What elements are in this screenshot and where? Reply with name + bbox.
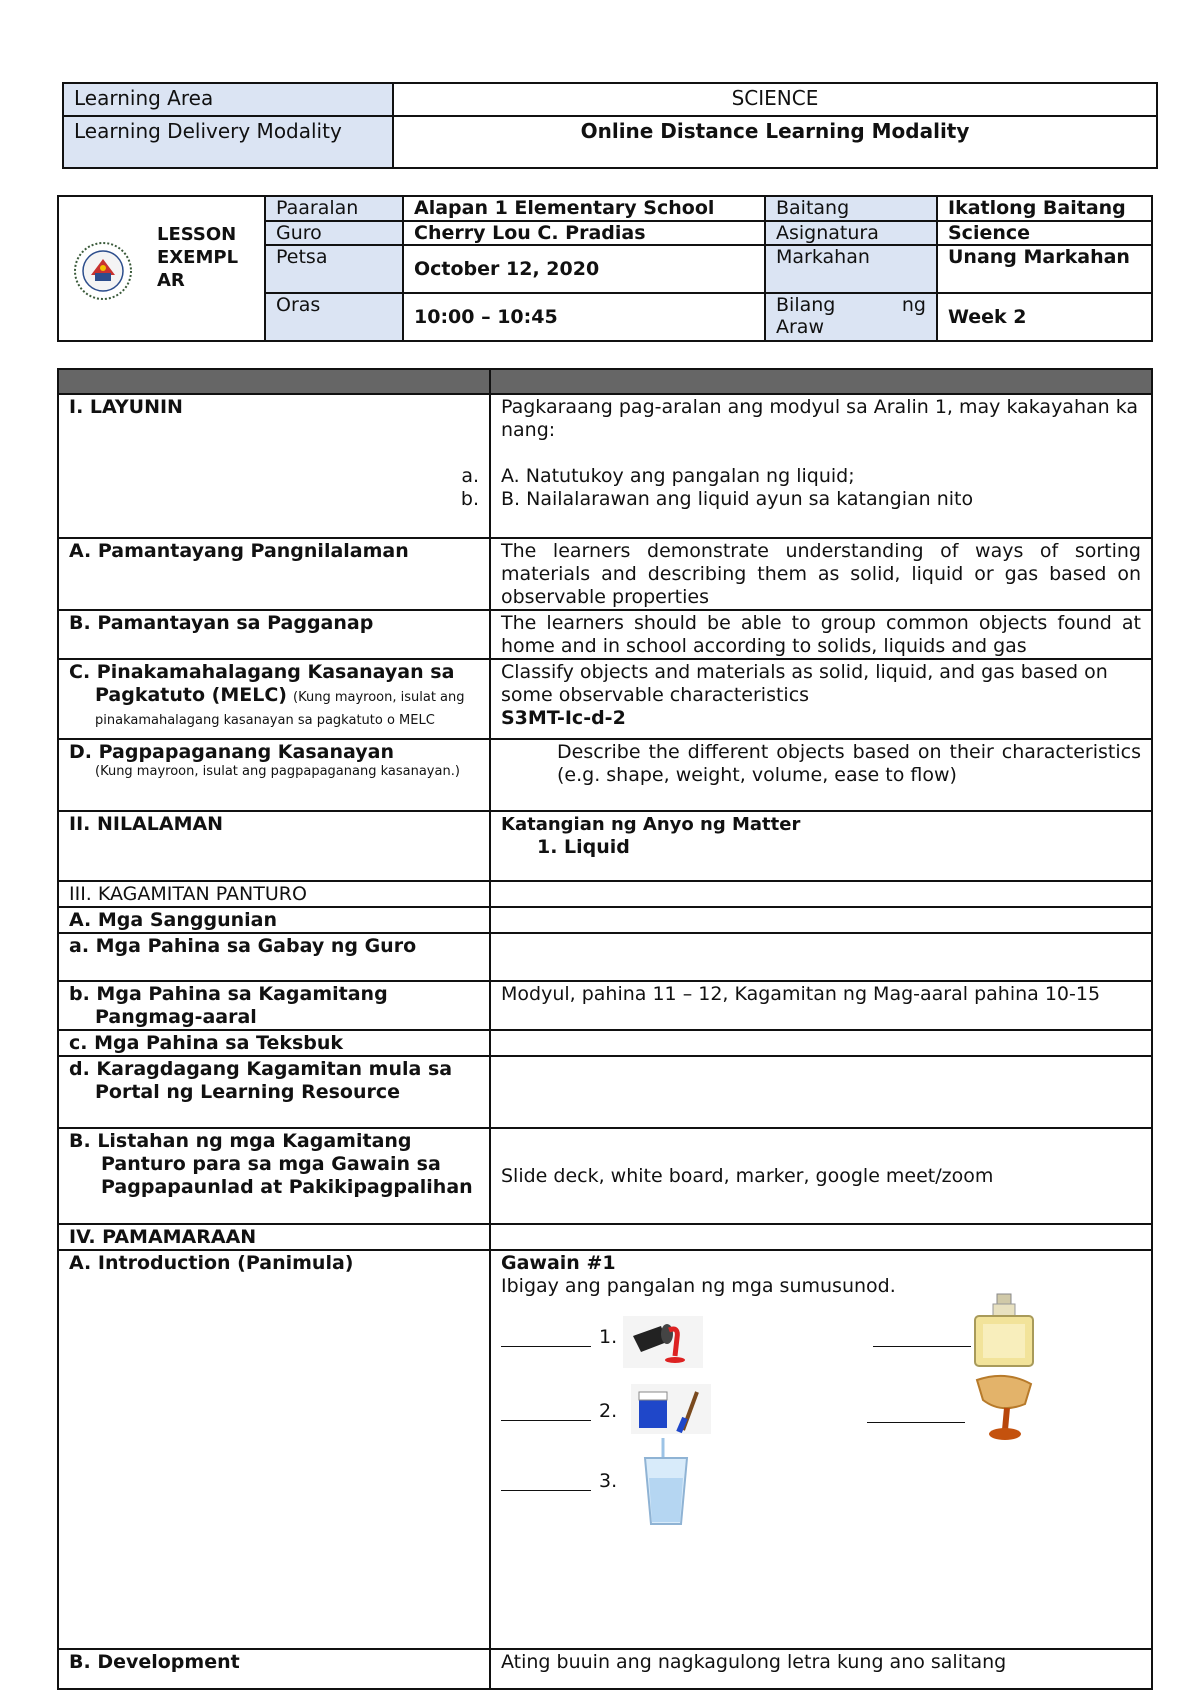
sanggunian-label: A. Mga Sanggunian [58,907,490,933]
melc-code: S3MT-Ic-d-2 [501,707,626,729]
pamantayang-value: The learners demonstrate understanding of ways of sorting materials and describing them as solid, liquid or gas based on observable properties [490,538,1152,610]
answer-blank [501,1490,591,1491]
paaralan-label: Paaralan [265,196,403,221]
lesson-title-line: LESSON [157,224,237,245]
table-row [58,659,1152,739]
gawain-cell [490,1250,1152,1649]
baitang-value: Ikatlong Baitang [937,196,1152,221]
gabay-cell [58,933,490,981]
kagamitan-label: III. KAGAMITAN PANTURO [58,881,490,907]
petsa-value: October 12, 2020 [403,245,765,293]
table-row [58,394,1152,538]
water-glass-icon [635,1438,695,1528]
table-row [58,1649,1152,1689]
pagganap-value: The learners should be able to group common objects found at home and in school according to solids, liquids and gas [490,610,1152,659]
delivery-modality-value: Online Distance Learning Modality [393,116,1157,168]
guro-value: Cherry Lou C. Pradias [403,221,765,245]
markahan-label: Markahan [765,245,937,293]
bilang-label-word: ng [901,294,926,316]
table-row [58,1056,1152,1128]
paint-bucket-icon [631,1384,711,1434]
lesson-exemplar-cell [58,196,265,341]
development-value: Ating buuin ang nagkagulong letra kung ano salitang [490,1649,1152,1689]
table-row [58,538,1152,610]
nilalaman-label: II. NILALAMAN [58,811,490,881]
asignatura-value: Science [937,221,1152,245]
table-header-row [58,369,1152,394]
delivery-modality-label: Learning Delivery Modality [63,116,393,168]
kagamitang-value: Modyul, pahina 11 – 12, Kagamitan ng Mag-aaral pahina 10-15 [490,981,1152,1030]
bilang-value: Week 2 [937,293,1152,341]
answer-blank [501,1420,591,1421]
table-row [58,907,1152,933]
melc-cell [58,659,490,739]
honey-pour-icon [971,1374,1041,1444]
learning-area-value: SCIENCE [393,83,1157,116]
item-number: 1. [599,1326,618,1348]
gawain-title: Gawain #1 [501,1252,616,1274]
gawain-items [501,1298,1141,1648]
bilang-label [765,293,937,341]
answer-blank [867,1422,965,1423]
gawain-instruction: Ibigay ang pangalan ng mga sumusunod. [501,1275,896,1297]
oras-value: 10:00 – 10:45 [403,293,765,341]
layunin-label: I. LAYUNIN [69,396,183,418]
layunin-cell [58,394,490,538]
pagpapaganang-label: D. Pagpapaganang Kasanayan [69,741,394,763]
layunin-intro: Pagkaraang pag-aralan ang modyul sa Aralin 1, may kakayahan ka nang: [501,396,1139,441]
oras-label: Oras [265,293,403,341]
guro-label: Guro [265,221,403,245]
pagganap-label: B. Pamantayan sa Pagganap [58,610,490,659]
table-row [58,1128,1152,1224]
melc-value-cell [490,659,1152,739]
development-label: B. Development [58,1649,490,1689]
table-row [58,981,1152,1030]
table-row [58,1250,1152,1649]
table-row [58,1030,1152,1056]
layunin-value-cell [490,394,1152,538]
petsa-label: Petsa [265,245,403,293]
layunin-a: A. Natutukoy ang pangalan ng liquid; [501,465,855,487]
bilang-label-word: Araw [776,316,824,338]
layunin-b: B. Nailalarawan ang liquid ayun sa katangian nito [501,488,974,510]
lesson-header-table [57,195,1153,342]
listahan-cell [58,1128,490,1224]
table-row [58,1224,1152,1250]
pamantayang-label: A. Pamantayang Pangnilalaman [58,538,490,610]
learning-area-table [62,82,1158,169]
lesson-title-line: AR [157,270,185,291]
table-row [58,610,1152,659]
markahan-value: Unang Markahan [937,245,1152,293]
karagdagang-cell [58,1056,490,1128]
nilalaman-item: 1. Liquid [537,836,630,858]
answer-blank [873,1346,971,1347]
table-row [58,811,1152,881]
learning-area-label: Learning Area [63,83,393,116]
item-number: 3. [599,1470,618,1492]
listahan-label: B. Listahan ng mga Kagamitang Panturo para sa mga Gawain sa Pagpapaunlad at Pakikipagpalihan [69,1130,473,1198]
nilalaman-value-cell [490,811,1152,881]
pagpapaganang-value: Describe the different objects based on their characteristics (e.g. shape, weight, volume, ease to flow) [490,739,1152,811]
table-row [58,739,1152,811]
deped-seal-icon [73,241,133,301]
answer-blank [501,1346,591,1347]
lesson-title-line: EXEMPL [157,247,239,268]
table-row [58,881,1152,907]
table-row [58,933,1152,981]
bilang-label-word: Bilang [776,294,836,316]
pamamaraan-label: IV. PAMAMARAAN [58,1224,490,1250]
kagamitang-cell [58,981,490,1030]
gabay-label: a. Mga Pahina sa Gabay ng Guro [69,935,417,957]
melc-label: C. Pinakamahalagang Kasanayan sa Pagkatuto (MELC) [69,661,455,706]
item-number: 2. [599,1400,618,1422]
listahan-value: Slide deck, white board, marker, google meet/zoom [490,1128,1152,1224]
nilalaman-title: Katangian ng Anyo ng Matter [501,814,801,835]
asignatura-label: Asignatura [765,221,937,245]
teksbuk-label: c. Mga Pahina sa Teksbuk [58,1030,490,1056]
karagdagang-label: d. Karagdagang Kagamitan mula sa Portal ng Learning Resource [69,1058,453,1103]
lesson-body-table [57,368,1153,1690]
layunin-b-letter: b. [460,488,479,510]
layunin-a-letter: a. [461,465,479,487]
pagpapaganang-cell [58,739,490,811]
kagamitang-label: b. Mga Pahina sa Kagamitang Pangmag-aaral [69,983,388,1028]
lesson-exemplar-title [157,223,238,292]
pagpapaganang-note: (Kung mayroon, isulat ang pagpapaganang kasanayan.) [95,764,460,779]
perfume-bottle-icon [971,1292,1037,1368]
baitang-label: Baitang [765,196,937,221]
paint-pour-icon [623,1316,703,1368]
melc-value: Classify objects and materials as solid, liquid, and gas based on some observable characteristics [501,661,1108,706]
introduction-label: A. Introduction (Panimula) [58,1250,490,1649]
paaralan-value: Alapan 1 Elementary School [403,196,765,221]
melc-note: (Kung mayroon, isulat ang pinakamahalagang kasanayan sa pagkatuto o MELC [95,690,465,728]
